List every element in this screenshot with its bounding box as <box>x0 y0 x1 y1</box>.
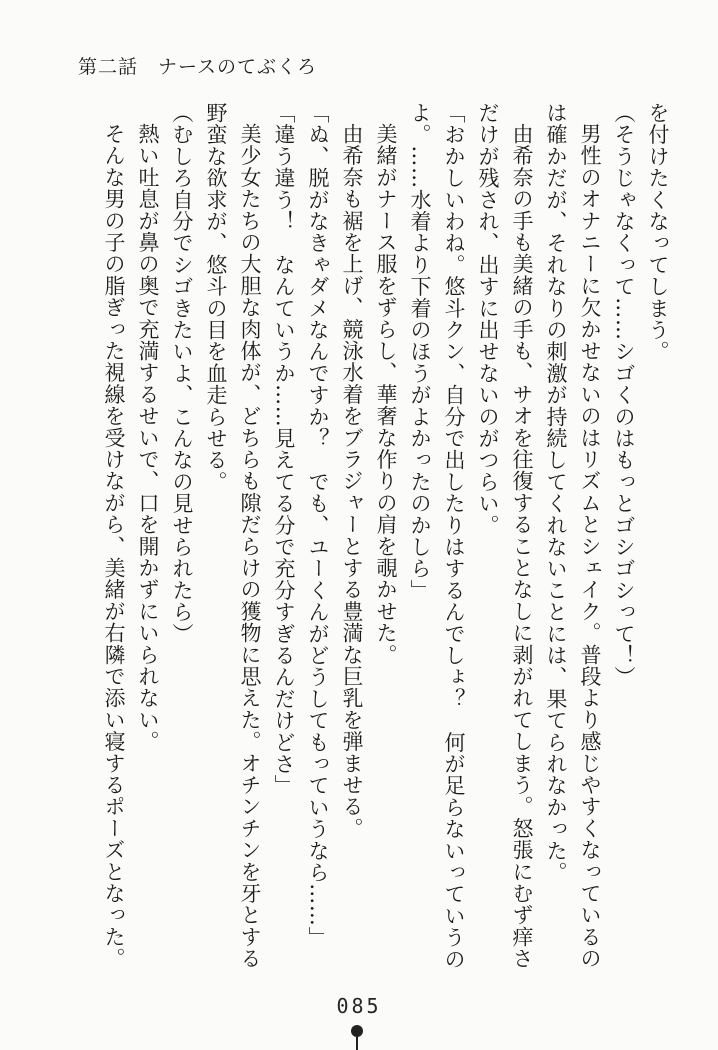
text-line: （そうじゃなくって……シゴくのはもっとゴシゴシって！） <box>612 102 636 688</box>
text-line: 熱い吐息が鼻の奥で充満するせいで、口を開かずにいられない。 <box>136 123 160 753</box>
text-line: 「ぬ、脱がなきゃダメなんですか？ でも、ユーくんがどうしてもっていうなら……」 <box>306 102 330 949</box>
text-line: 由希奈の手も美緒の手も、サオを往復することなしに剥がれてしまう。怒張にむず痒さ <box>510 123 534 970</box>
text-line: だけが残され、出すに出せないのがつらい。 <box>476 102 500 536</box>
text-line: を付けたくなってしまう。 <box>646 102 670 363</box>
text-line: そんな男の子の脂ぎった視線を受けながら、美緒が右隣で添い寝するポーズとなった。 <box>102 123 126 970</box>
text-line: は確かだが、それなりの刺激が持続してくれないことには、果てられなかった。 <box>544 102 568 884</box>
text-line: 美少女たちの大胆な肉体が、どちらも隙だらけの獲物に思えた。オチンチンを牙とする <box>238 123 262 970</box>
page-number: 085 <box>336 994 382 1018</box>
text-line: よ。……水着より下着のほうがよかったのかしら」 <box>408 102 432 602</box>
text-line: 由希奈も裾を上げ、競泳水着をブラジャーとする豊満な巨乳を弾ませる。 <box>340 123 364 840</box>
binding-pin-stem <box>356 1035 358 1050</box>
text-line: （むしろ自分でシゴきたいよ、こんなの見せられたら） <box>170 102 194 645</box>
text-line: 男性のオナニーに欠かせないのはリズムとシェイク。普段より感じやすくなっているの <box>578 123 602 970</box>
text-line: 「おかしいわね。悠斗クン、自分で出したりはするんでしょ？ 何が足らないっていうの <box>442 102 466 970</box>
text-line: 「違う違う！ なんていうか……見えてる分で充分すぎるんだけどさ」 <box>272 102 296 797</box>
chapter-header: 第二話 ナースのてぶくろ <box>78 56 318 78</box>
text-line: 野蛮な欲求が、悠斗の目を血走らせる。 <box>204 102 228 493</box>
text-line: 美緒がナース服をずらし、華奢な作りの肩を覗かせた。 <box>374 123 398 666</box>
body-text <box>97 102 675 974</box>
